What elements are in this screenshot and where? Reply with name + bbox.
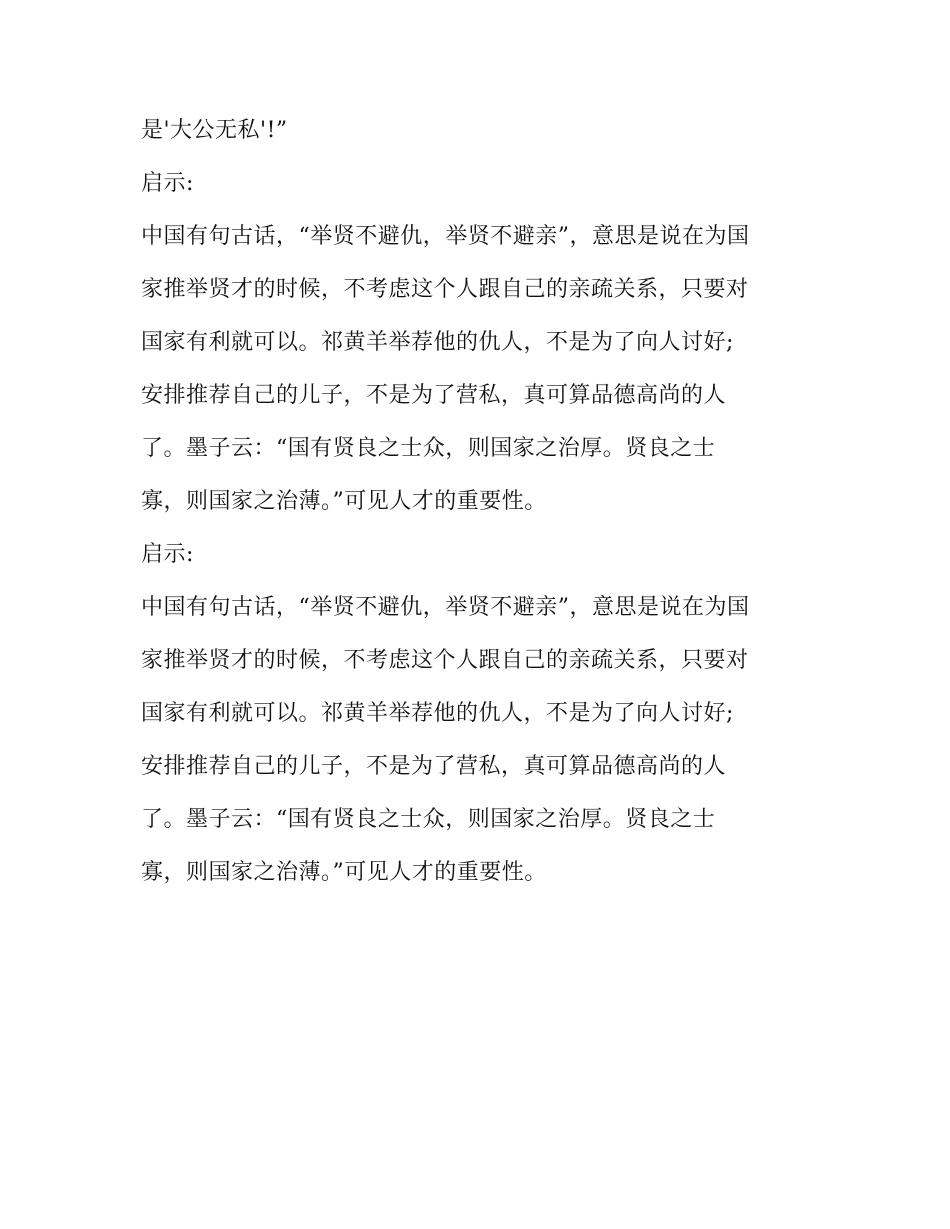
section-heading: 启示: xyxy=(141,542,194,567)
text-line: 国家有利就可以。祁黄羊举荐他的仇人，不是为了向人讨好; xyxy=(141,330,734,355)
text-line: 了。墨子云：“国有贤良之士众，则国家之治厚。贤良之士 xyxy=(141,436,716,461)
text-line: 了。墨子云：“国有贤良之士众，则国家之治厚。贤良之士 xyxy=(141,807,716,832)
text-line: 国家有利就可以。祁黄羊举荐他的仇人，不是为了向人讨好; xyxy=(141,701,734,726)
text-line: 安排推荐自己的儿子，不是为了营私，真可算品德高尚的人 xyxy=(141,754,727,779)
text-line: 中国有句古话，“举贤不避仇，举贤不避亲”，意思是说在为国 xyxy=(141,224,750,249)
text-line: 是'大公无私'!” xyxy=(141,118,288,143)
text-line: 寡，则国家之治薄。”可见人才的重要性。 xyxy=(141,489,547,514)
section-heading: 启示: xyxy=(141,171,194,196)
text-line: 寡，则国家之治薄。”可见人才的重要性。 xyxy=(141,860,547,885)
text-line: 安排推荐自己的儿子，不是为了营私，真可算品德高尚的人 xyxy=(141,383,727,408)
text-line: 家推举贤才的时候，不考虑这个人跟自己的亲疏关系，只要对 xyxy=(141,648,749,673)
text-line: 家推举贤才的时候，不考虑这个人跟自己的亲疏关系，只要对 xyxy=(141,277,749,302)
text-line: 中国有句古话，“举贤不避仇，举贤不避亲”，意思是说在为国 xyxy=(141,595,750,620)
document-body xyxy=(141,104,831,899)
